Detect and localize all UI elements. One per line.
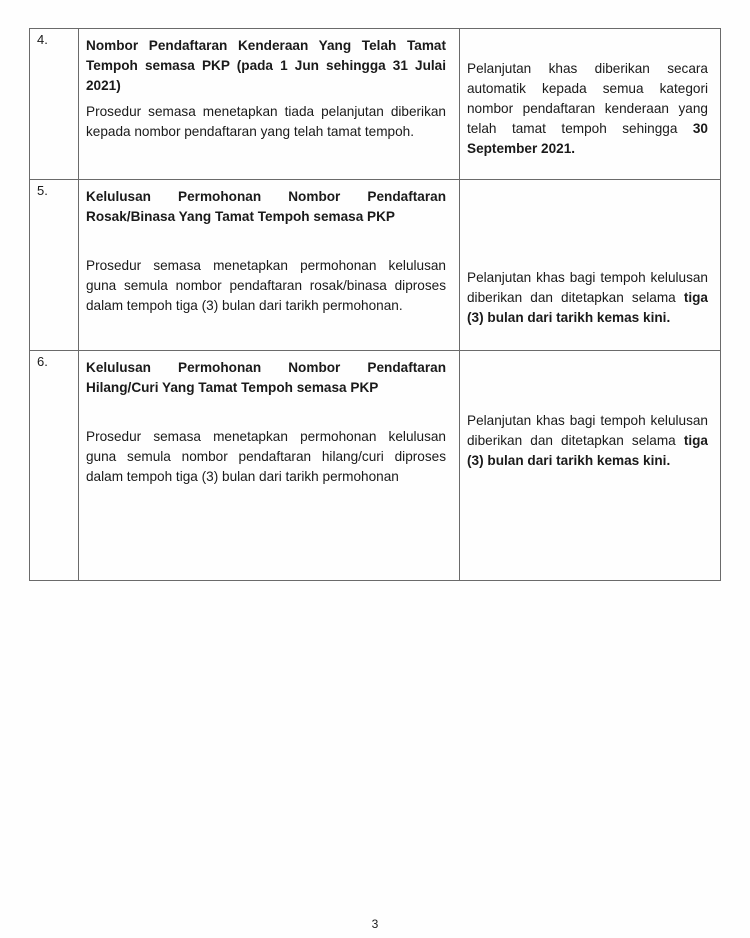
table-row	[30, 180, 721, 351]
row-title: Nombor Pendaftaran Kenderaan Yang Telah Tamat Tempoh semasa PKP (pada 1 Jun sehingga 31 Julai 2021)	[86, 38, 446, 93]
page-number: 3	[371, 917, 379, 931]
current-procedure-text: Prosedur semasa menetapkan permohonan kelulusan guna semula nombor pendaftaran hilang/curi diproses dalam tempoh tiga (3) bulan dari tarikh permohonan	[86, 429, 446, 484]
new-rule-text	[460, 351, 720, 471]
new-rule-text	[460, 180, 720, 328]
description-cell	[79, 351, 460, 581]
description-cell	[79, 29, 460, 180]
new-rule-bold: 30 September 2021.	[467, 121, 708, 156]
description-cell	[79, 180, 460, 351]
current-procedure-text: Prosedur semasa menetapkan permohonan kelulusan guna semula nombor pendaftaran rosak/binasa diproses dalam tempoh tiga (3) bulan dari tarikh permohonan.	[86, 258, 446, 313]
extension-table	[29, 28, 721, 581]
new-rule-cell	[460, 29, 721, 180]
new-rule-plain: Pelanjutan khas bagi tempoh kelulusan diberikan dan ditetapkan selama	[467, 413, 708, 448]
row-number: 6.	[37, 354, 48, 369]
new-rule-cell	[460, 180, 721, 351]
row-number-cell	[30, 351, 79, 581]
new-rule-plain: Pelanjutan khas bagi tempoh kelulusan diberikan dan ditetapkan selama	[467, 270, 708, 305]
new-rule-text	[460, 29, 720, 159]
row-title: Kelulusan Permohonan Nombor Pendaftaran Hilang/Curi Yang Tamat Tempoh semasa PKP	[86, 360, 446, 395]
current-procedure-text: Prosedur semasa menetapkan tiada pelanjutan diberikan kepada nombor pendaftaran yang telah tamat tempoh.	[86, 104, 446, 139]
row-number-cell	[30, 29, 79, 180]
row-number: 4.	[37, 32, 48, 47]
row-number: 5.	[37, 183, 48, 198]
table-row	[30, 29, 721, 180]
new-rule-bold: tiga (3) bulan dari tarikh kemas kini.	[467, 433, 708, 468]
row-title: Kelulusan Permohonan Nombor Pendaftaran Rosak/Binasa Yang Tamat Tempoh semasa PKP	[86, 189, 446, 224]
new-rule-plain: Pelanjutan khas diberikan secara automatik kepada semua kategori nombor pendaftaran kenderaan yang telah tamat tempoh sehingga	[467, 61, 708, 136]
new-rule-bold: tiga (3) bulan dari tarikh kemas kini.	[467, 290, 708, 325]
row-number-cell	[30, 180, 79, 351]
new-rule-cell	[460, 351, 721, 581]
table-row	[30, 351, 721, 581]
